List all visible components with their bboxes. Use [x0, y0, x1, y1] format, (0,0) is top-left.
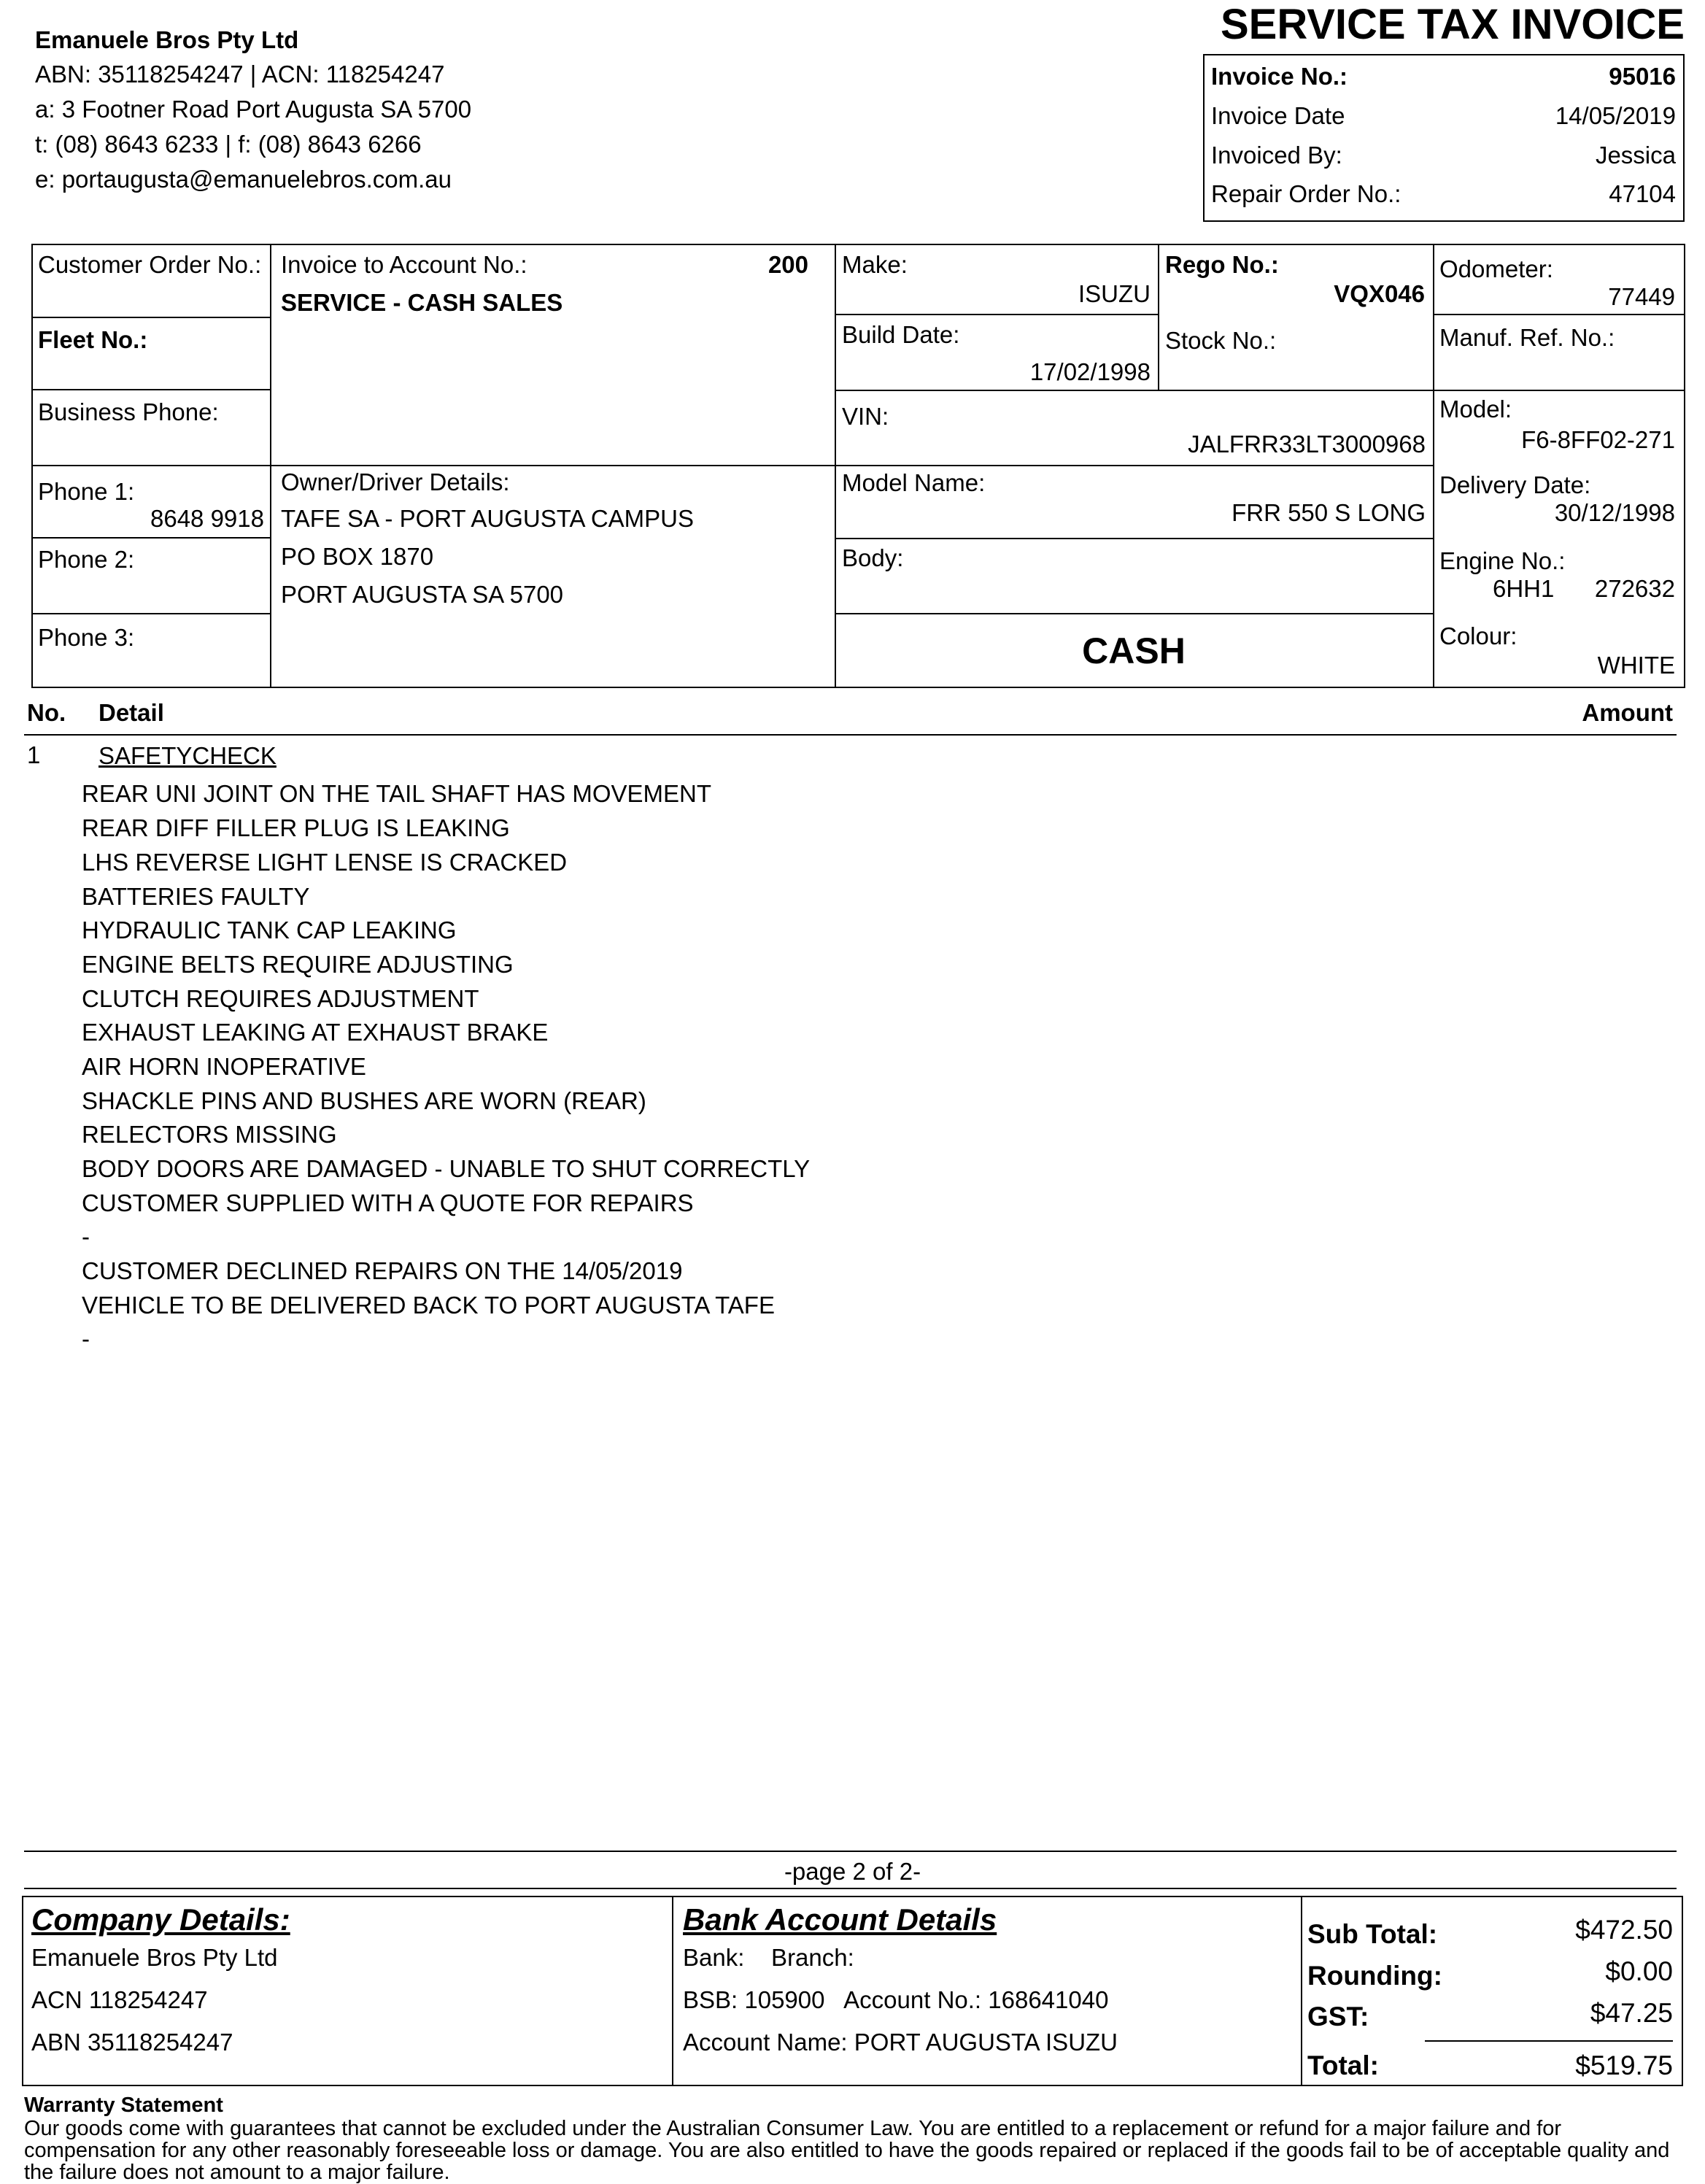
- company-email: e: portaugusta@emanuelebros.com.au: [35, 166, 452, 193]
- note-line: SHACKLE PINS AND BUSHES ARE WORN (REAR): [82, 1087, 646, 1114]
- owner-line-3: PORT AUGUSTA SA 5700: [281, 581, 564, 608]
- phone3-label: Phone 3:: [38, 624, 135, 651]
- company-name: Emanuele Bros Pty Ltd: [35, 26, 299, 53]
- bsb-account-number: BSB: 105900 Account No.: 168641040: [683, 1986, 1109, 2013]
- invoice-number: 95016: [1609, 63, 1676, 90]
- model-name-value: FRR 550 S LONG: [1232, 499, 1426, 526]
- header-divider: [24, 734, 1677, 736]
- col-header-detail: Detail: [98, 699, 164, 726]
- bank-account-name: Account Name: PORT AUGUSTA ISUZU: [683, 2029, 1118, 2056]
- note-line: REAR DIFF FILLER PLUG IS LEAKING: [82, 814, 510, 841]
- invoice-number-label: Invoice No.:: [1211, 63, 1348, 90]
- company-details-heading: Company Details:: [31, 1902, 290, 1937]
- make-label: Make:: [842, 251, 908, 278]
- body-label: Body:: [842, 544, 904, 571]
- note-line: BODY DOORS ARE DAMAGED - UNABLE TO SHUT CORRECTLY: [82, 1155, 811, 1182]
- phone1-value: 8648 9918: [150, 505, 264, 532]
- engine-no-label: Engine No.:: [1439, 547, 1566, 574]
- note-line: EXHAUST LEAKING AT EXHAUST BRAKE: [82, 1019, 549, 1046]
- invoiced-by-label: Invoiced By:: [1211, 142, 1342, 169]
- rounding-value: $0.00: [1605, 1956, 1673, 1986]
- make-value: ISUZU: [1078, 280, 1151, 307]
- engine-code: 6HH1: [1493, 575, 1555, 602]
- item-title: SAFETYCHECK: [98, 742, 277, 769]
- total-rule: [1425, 2040, 1673, 2042]
- owner-driver-label: Owner/Driver Details:: [281, 468, 510, 495]
- engine-number: 272632: [1594, 575, 1675, 602]
- company-phone-fax: t: (08) 8643 6233 | f: (08) 8643 6266: [35, 131, 422, 158]
- phone2-label: Phone 2:: [38, 546, 135, 573]
- vin-value: JALFRR33LT3000968: [1188, 431, 1426, 458]
- note-line: -: [82, 1325, 90, 1352]
- footer-acn: ACN 118254247: [31, 1986, 208, 2013]
- note-line: CUSTOMER DECLINED REPAIRS ON THE 14/05/2019: [82, 1257, 683, 1284]
- invoice-date: 14/05/2019: [1555, 102, 1676, 129]
- build-date-label: Build Date:: [842, 321, 960, 348]
- note-line: BATTERIES FAULTY: [82, 883, 310, 910]
- note-line: HYDRAULIC TANK CAP LEAKING: [82, 917, 457, 944]
- colour-value: WHITE: [1597, 652, 1675, 679]
- rego-label: Rego No.:: [1165, 251, 1279, 278]
- phone1-label: Phone 1:: [38, 478, 135, 505]
- note-line: ENGINE BELTS REQUIRE ADJUSTING: [82, 951, 514, 978]
- company-address: a: 3 Footner Road Port Augusta SA 5700: [35, 96, 472, 123]
- invoice-account-label: Invoice to Account No.:: [281, 251, 527, 278]
- invoice-account-name: SERVICE - CASH SALES: [281, 289, 563, 316]
- footer-abn: ABN 35118254247: [31, 2029, 233, 2056]
- model-value: F6-8FF02-271: [1521, 426, 1675, 453]
- note-line: RELECTORS MISSING: [82, 1121, 337, 1148]
- rounding-label: Rounding:: [1307, 1961, 1442, 1991]
- odometer-label: Odometer:: [1439, 255, 1553, 282]
- note-line: CLUTCH REQUIRES ADJUSTMENT: [82, 985, 479, 1012]
- col-header-amount: Amount: [1582, 699, 1673, 726]
- warranty-text: Our goods come with guarantees that cannot be excluded under the Australian Consumer Law. You are entitled to a replacement or refund for a major failure and for compensation for any other reasonably foreseeable loss or damage. You are also entitled to have the goods repaired or replaced if the goods fail to be of acceptable quality and the failure does not amount to a major failure.: [24, 2117, 1670, 2184]
- gst-value: $47.25: [1590, 1998, 1673, 2028]
- vin-label: VIN:: [842, 403, 889, 430]
- invoice-heading: SERVICE TAX INVOICE: [1221, 1, 1685, 48]
- total-label: Total:: [1307, 2050, 1379, 2080]
- company-abn-acn: ABN: 35118254247 | ACN: 118254247: [35, 61, 445, 88]
- manuf-ref-label: Manuf. Ref. No.:: [1439, 324, 1615, 351]
- build-date-value: 17/02/1998: [1029, 358, 1151, 385]
- colour-label: Colour:: [1439, 622, 1518, 649]
- note-line: LHS REVERSE LIGHT LENSE IS CRACKED: [82, 849, 568, 876]
- page-indicator: -page 2 of 2-: [784, 1858, 921, 1885]
- bank-details-heading: Bank Account Details: [683, 1902, 997, 1937]
- note-line: AIR HORN INOPERATIVE: [82, 1053, 366, 1080]
- subtotal-label: Sub Total:: [1307, 1919, 1438, 1949]
- invoice-account-number: 200: [768, 251, 808, 278]
- rego-value: VQX046: [1334, 280, 1425, 307]
- note-line: CUSTOMER SUPPLIED WITH A QUOTE FOR REPAIRS: [82, 1189, 694, 1216]
- model-name-label: Model Name:: [842, 469, 986, 496]
- gst-label: GST:: [1307, 2002, 1369, 2031]
- footer-company-name: Emanuele Bros Pty Ltd: [31, 1944, 278, 1971]
- payment-type: CASH: [1082, 630, 1186, 671]
- invoiced-by: Jessica: [1595, 142, 1676, 169]
- fleet-no-label: Fleet No.:: [38, 326, 148, 353]
- owner-line-2: PO BOX 1870: [281, 543, 434, 570]
- note-line: REAR UNI JOINT ON THE TAIL SHAFT HAS MOVEMENT: [82, 780, 712, 807]
- delivery-date-label: Delivery Date:: [1439, 471, 1591, 498]
- total-value: $519.75: [1575, 2050, 1673, 2080]
- item-number: 1: [27, 741, 41, 768]
- repair-order-label: Repair Order No.:: [1211, 180, 1401, 207]
- model-label: Model:: [1439, 395, 1512, 422]
- note-line: VEHICLE TO BE DELIVERED BACK TO PORT AUGUSTA TAFE: [82, 1292, 775, 1319]
- delivery-date-value: 30/12/1998: [1554, 499, 1675, 526]
- page-bottom-rule: [24, 1888, 1677, 1889]
- subtotal-value: $472.50: [1575, 1915, 1673, 1945]
- warranty-heading: Warranty Statement: [24, 2094, 223, 2117]
- invoice-date-label: Invoice Date: [1211, 102, 1345, 129]
- business-phone-label: Business Phone:: [38, 398, 219, 425]
- note-line: -: [82, 1223, 90, 1250]
- repair-order-number: 47104: [1609, 180, 1676, 207]
- stock-no-label: Stock No.:: [1165, 327, 1277, 354]
- page-top-rule: [24, 1851, 1677, 1852]
- odometer-value: 77449: [1608, 283, 1675, 310]
- owner-line-1: TAFE SA - PORT AUGUSTA CAMPUS: [281, 505, 695, 532]
- bank-branch: Bank: Branch:: [683, 1944, 854, 1971]
- customer-order-label: Customer Order No.:: [38, 251, 262, 278]
- col-header-no: No.: [27, 699, 66, 726]
